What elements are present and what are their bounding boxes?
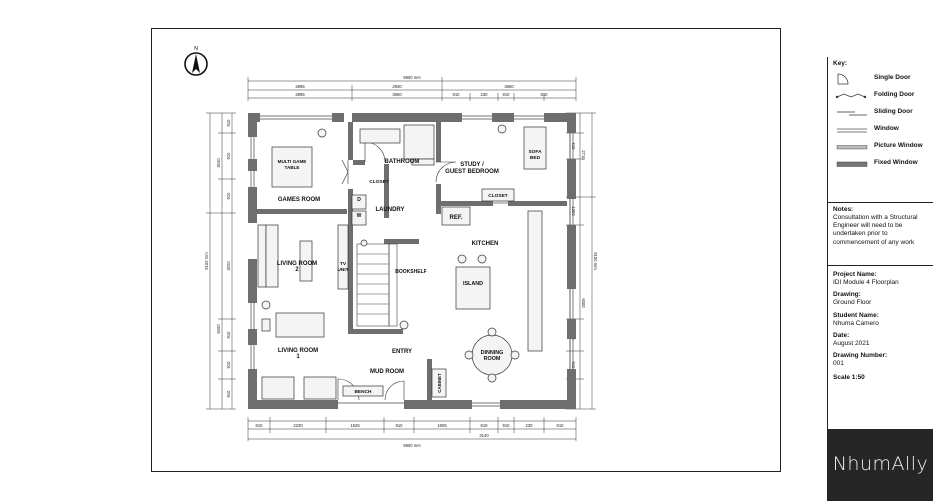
info-section xyxy=(828,266,933,429)
drawing-number-value: 001 xyxy=(833,360,844,368)
dim-right-6: 1300 xyxy=(571,206,576,216)
laundry-folding-door-icon xyxy=(342,160,348,184)
dim-left-8: 910 xyxy=(226,361,231,369)
plant-3 xyxy=(262,301,270,309)
bath-shower xyxy=(404,125,434,159)
key-title: Key: xyxy=(833,60,848,67)
closet-left-label: CLOSET xyxy=(369,180,389,185)
key-item-window xyxy=(833,122,928,139)
dim-left-7: 910 xyxy=(226,331,231,339)
bench-label: BENCH xyxy=(354,390,372,395)
key-item-single-door xyxy=(833,71,928,88)
notes-text: Consultation with a Structural Engineer will need to be undertaken prior to commencement of any work xyxy=(833,214,918,246)
dim-left-4: 910 xyxy=(226,152,231,160)
dim-top-6: 910 xyxy=(452,92,460,97)
dim-top-9: 610 xyxy=(540,92,548,97)
dim-bottom-6: 610 xyxy=(480,423,488,428)
games-room-label: GAMES ROOM xyxy=(277,197,321,203)
logo-text: NhumAlly xyxy=(832,453,929,476)
entry-door-icon xyxy=(385,381,404,400)
ref-label: REF. xyxy=(449,215,463,221)
floor-plan xyxy=(152,29,676,473)
key-label-fixed-window: Fixed Window xyxy=(874,159,918,167)
dim-bottom-7: 910 xyxy=(502,423,510,428)
closet-right-label: CLOSET xyxy=(488,194,508,199)
key-item-folding-door xyxy=(833,88,928,105)
dim-bottom-5: 1605 xyxy=(437,423,447,428)
sofa-bed xyxy=(524,127,546,169)
dim-right-9: 910 xyxy=(571,361,576,369)
dim-left-6: 3020 xyxy=(226,261,231,271)
picture-window-icon xyxy=(835,141,869,153)
fixed-window-icon xyxy=(835,158,869,170)
armchair-1 xyxy=(262,377,294,399)
dim-left-2: 5000 xyxy=(216,324,221,334)
key-item-fixed-window xyxy=(833,156,928,173)
washer-label: W xyxy=(356,213,362,219)
bathroom-door-icon xyxy=(365,142,385,162)
cabinet-label: CABINET xyxy=(437,373,442,393)
bathroom-label: BATHROOM xyxy=(384,159,420,165)
dim-overall-left: 9100 mm xyxy=(204,252,209,270)
dim-top-2: 2930 xyxy=(392,84,402,89)
tv-unit-label-2: UNIT xyxy=(337,268,349,273)
dim-bottom-9: 610 xyxy=(556,423,564,428)
living-room-1-label-1b: 1 xyxy=(296,354,300,360)
student-name-label: Student Name: xyxy=(833,311,879,319)
key-item-picture-window xyxy=(833,139,928,156)
plant-1 xyxy=(318,129,326,137)
title-block xyxy=(827,57,933,501)
date-label: Date: xyxy=(833,331,850,339)
project-name-value: IDI Module 4 Floorplan xyxy=(833,279,899,287)
key-label-window: Window xyxy=(874,125,899,133)
dim-overall-right: 9100 mm xyxy=(593,252,598,270)
bookshelf-label: BOOKSHELF xyxy=(395,269,427,275)
project-name-label: Project Name: xyxy=(833,271,877,278)
dim-top-7: 230 xyxy=(480,92,488,97)
dim-bottom-1: 610 xyxy=(255,423,263,428)
dim-bottom-3: 1525 xyxy=(350,423,360,428)
dim-right-2: 6000 xyxy=(581,298,586,308)
mud-room-label: MUD ROOM xyxy=(370,369,404,375)
kitchen-counter xyxy=(528,211,542,351)
island-label: ISLAND xyxy=(462,281,484,287)
staircase xyxy=(357,244,397,326)
entry-label: ENTRY xyxy=(391,349,413,355)
notes-title: Notes: xyxy=(833,206,854,213)
key-item-sliding-door xyxy=(833,105,928,122)
dim-bottom-4: 910 xyxy=(395,423,403,428)
dim-top-8: 910 xyxy=(502,92,510,97)
drawing-value: Ground Floor xyxy=(833,299,872,307)
dryer-label: D xyxy=(357,197,361,203)
living-room-2-label-1: LIVING ROOM xyxy=(276,261,318,267)
dim-bottom-8: 230 xyxy=(525,423,533,428)
dining-room-label-2: ROOM xyxy=(483,356,501,362)
dim-bottom-10: 3140 xyxy=(479,433,489,438)
window-icon xyxy=(835,124,869,136)
north-label: N xyxy=(194,46,198,52)
dim-left-1: 3040 xyxy=(216,158,221,168)
armchair-2 xyxy=(304,377,336,399)
tv-unit xyxy=(338,225,348,289)
sofa-bed-label-2: BED xyxy=(529,156,541,161)
date-value: August 2021 xyxy=(833,339,870,347)
notes-section xyxy=(828,203,933,266)
student-name-value: Nhuma Camero xyxy=(833,319,879,327)
dim-right-1: 2710 xyxy=(581,150,586,160)
laundry-label: LAUNDRY xyxy=(375,207,405,213)
plant-4 xyxy=(400,321,408,329)
kitchen-label: KITCHEN xyxy=(471,241,499,247)
single-door-icon xyxy=(835,73,869,85)
dim-left-3: 910 xyxy=(226,119,231,127)
logo xyxy=(828,429,933,501)
multi-game-table-label-2: TABLE xyxy=(284,165,300,170)
north-arrow-icon xyxy=(185,46,207,75)
drawing-number-label: Drawing Number: xyxy=(833,352,888,359)
scale-text: Scale 1:50 xyxy=(833,374,865,382)
sliding-door-icon xyxy=(835,107,869,119)
multi-game-table-label-1: MULTI GAME xyxy=(277,159,307,164)
key-section xyxy=(828,57,933,203)
dim-top-1: 2895 xyxy=(295,84,305,89)
folding-door-icon xyxy=(835,90,869,102)
drawing-label: Drawing: xyxy=(833,291,861,299)
study-label-1: STUDY / xyxy=(460,162,484,168)
dim-overall-top: 9800 mm xyxy=(403,75,421,80)
dim-top-3: 3660 xyxy=(504,84,514,89)
key-label-folding-door: Folding Door xyxy=(874,91,915,99)
kitchen-island xyxy=(456,267,490,309)
key-label-single-door: Single Door xyxy=(874,74,911,82)
bath-vanity xyxy=(360,129,400,143)
living-room-1-label-1: LIVING ROOM xyxy=(277,348,319,354)
dim-top-5: 3660 xyxy=(392,92,402,97)
sofa-1 xyxy=(276,313,324,337)
dim-top-4: 2895 xyxy=(295,92,305,97)
living-room-2-label-2: 2 xyxy=(295,267,299,273)
sofa-bed-label-1: SOFA xyxy=(528,150,542,155)
tv-unit-label-1: TV xyxy=(339,262,347,267)
key-label-sliding-door: Sliding Door xyxy=(874,108,913,116)
dim-bottom-2: 2230 xyxy=(293,423,303,428)
plant-2 xyxy=(498,125,506,133)
dim-left-5: 910 xyxy=(226,192,231,200)
drawing-sheet xyxy=(151,28,929,476)
dim-overall-bottom: 9800 mm xyxy=(403,443,421,448)
dim-left-9: 910 xyxy=(226,390,231,398)
key-label-picture-window: Picture Window xyxy=(874,142,923,150)
dining-room-label-1: DINNING xyxy=(480,350,504,356)
study-label-2: GUEST BEDROOM xyxy=(445,169,499,175)
dim-right-4: 610 xyxy=(571,142,576,150)
